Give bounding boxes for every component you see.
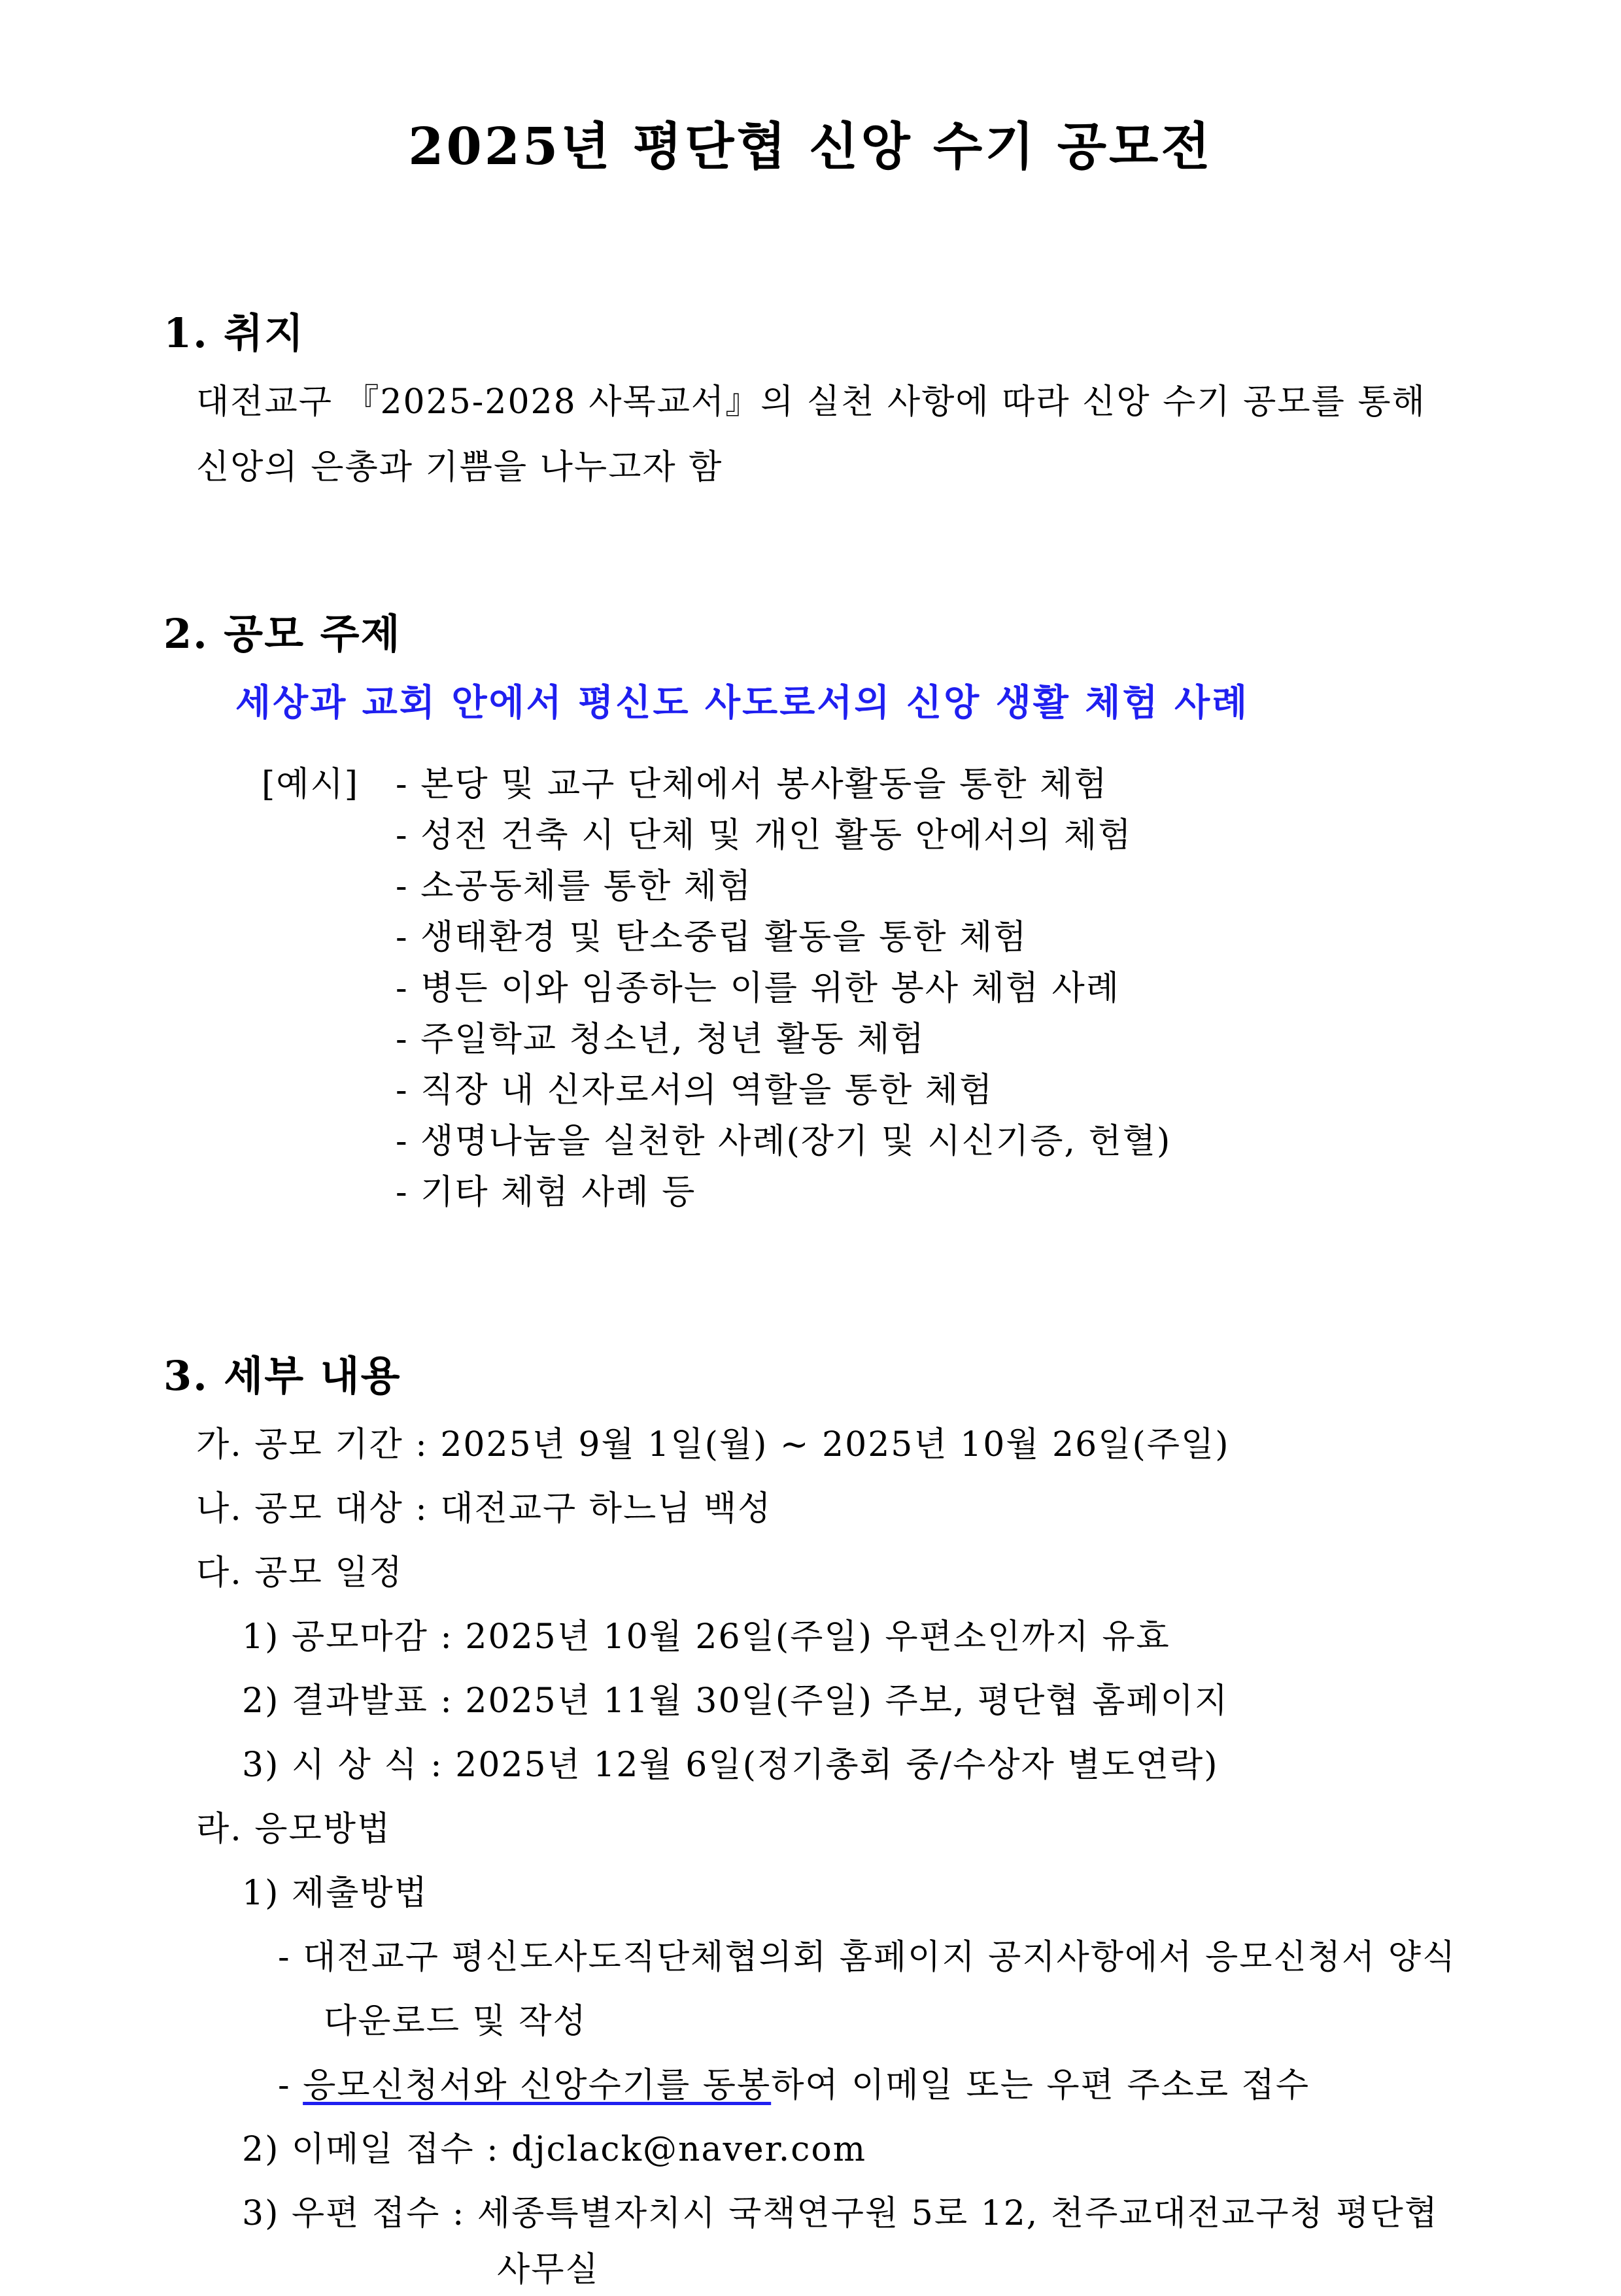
- postal-submission-line1: 3) 우편 접수 : 세종특별자치시 국책연구원 5로 12, 천주교대전교구청 평단협: [242, 2194, 1439, 2233]
- example-item: - 생태환경 및 탄소중립 활동을 통한 체험: [396, 918, 1028, 957]
- example-item: - 직장 내 신자로서의 역할을 통한 체험: [396, 1071, 994, 1110]
- section-1-text-line2: 신앙의 은총과 기쁨을 나누고자 함: [196, 448, 723, 487]
- submission-step-2-underlined: 응모신청서와 신앙수기를 동봉: [303, 2066, 772, 2105]
- section-1-text-line1: 대전교구 『2025-2028 사목교서』의 실천 사항에 따라 신앙 수기 공모를 통해: [196, 382, 1426, 422]
- schedule-deadline: 1) 공모마감 : 2025년 10월 26일(주일) 우편소인까지 유효: [242, 1617, 1170, 1657]
- postal-submission-line2: 사무실: [497, 2250, 600, 2289]
- contest-period: 가. 공모 기간 : 2025년 9월 1일(월) ~ 2025년 10월 26일(주일): [196, 1425, 1230, 1464]
- schedule-announcement: 2) 결과발표 : 2025년 11월 30일(주일) 주보, 평단협 홈페이지: [242, 1681, 1229, 1721]
- example-label: [예시]: [262, 765, 360, 804]
- example-item: - 병든 이와 임종하는 이를 위한 봉사 체험 사례: [396, 969, 1120, 1008]
- submission-step-2-rest: 하여 이메일 또는 우편 주소로 접수: [771, 2066, 1310, 2105]
- submission-method-heading: 1) 제출방법: [242, 1874, 428, 1913]
- application-method-heading: 라. 응모방법: [196, 1810, 392, 1849]
- example-item: - 기타 체험 사례 등: [396, 1173, 696, 1212]
- contest-theme: 세상과 교회 안에서 평신도 사도로서의 신앙 생활 체험 사례: [235, 681, 1250, 724]
- submission-step-2-dash: -: [278, 2066, 303, 2105]
- contest-target: 나. 공모 대상 : 대전교구 하느님 백성: [196, 1489, 772, 1528]
- submission-step-1-line2: 다운로드 및 작성: [324, 2002, 587, 2041]
- section-1-heading: 1. 취지: [163, 309, 305, 357]
- section-3-heading: 3. 세부 내용: [163, 1352, 401, 1400]
- contest-schedule-heading: 다. 공모 일정: [196, 1553, 403, 1593]
- submission-step-2: [278, 2059, 1310, 2112]
- page-title: 2025년 평단협 신앙 수기 공모전: [408, 117, 1213, 177]
- example-item: - 주일학교 청소년, 청년 활동 체험: [396, 1020, 925, 1059]
- schedule-ceremony: 3) 시 상 식 : 2025년 12월 6일(정기총회 중/수상자 별도연락): [242, 1746, 1219, 1785]
- example-item: - 성전 건축 시 단체 및 개인 활동 안에서의 체험: [396, 816, 1133, 855]
- example-item: - 생명나눔을 실천한 사례(장기 및 시신기증, 헌혈): [396, 1122, 1172, 1161]
- example-item: - 본당 및 교구 단체에서 봉사활동을 통한 체험: [396, 765, 1108, 804]
- section-2-heading: 2. 공모 주제: [163, 610, 401, 658]
- example-item: - 소공동체를 통한 체험: [396, 867, 753, 906]
- email-submission: 2) 이메일 접수 : djclack@naver.com: [242, 2130, 867, 2169]
- submission-step-1-line1: - 대전교구 평신도사도직단체협의회 홈페이지 공지사항에서 응모신청서 양식: [278, 1938, 1457, 1977]
